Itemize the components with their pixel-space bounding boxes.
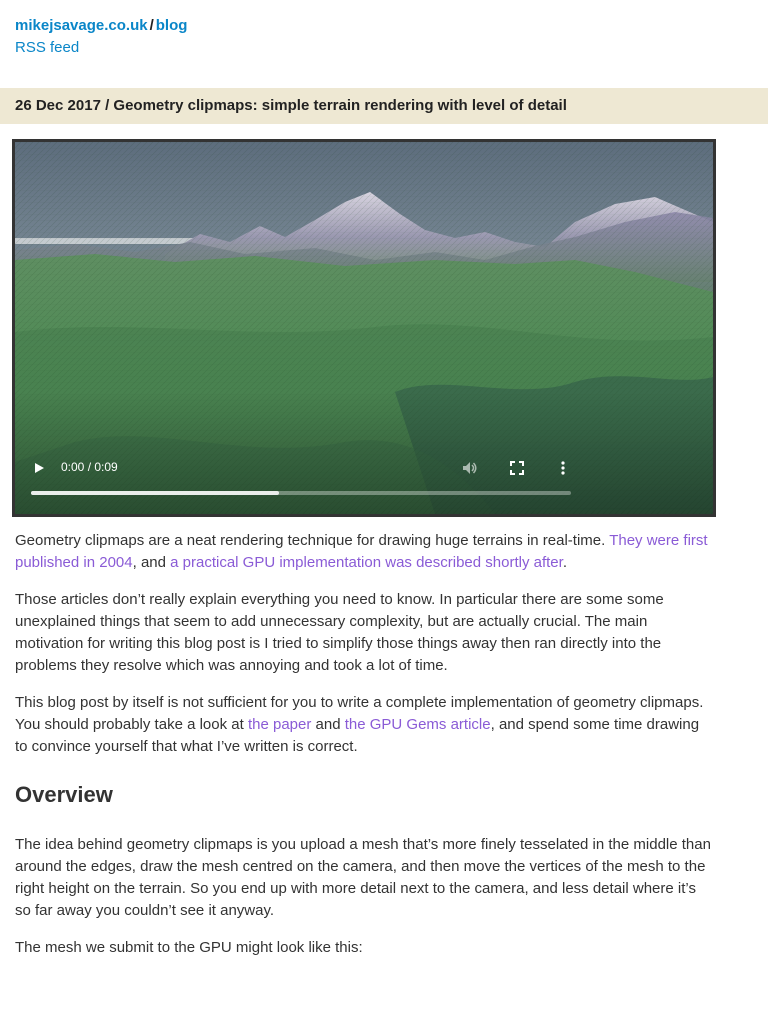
text: . <box>562 554 567 571</box>
video-controls <box>15 142 713 514</box>
link-gpu-gems-article[interactable]: the GPU Gems article <box>344 716 491 733</box>
post-title-banner <box>0 88 768 124</box>
link-first-published[interactable]: They were first published in 2004 <box>15 532 708 571</box>
text: This blog post by itself is not sufficient for you to write a complete implementation of geometry clipmaps. You should probably take a look at <box>15 694 704 733</box>
link-gpu-implementation[interactable]: a practical GPU implementation was described shortly after <box>170 554 563 571</box>
heading-overview: Overview <box>15 782 113 807</box>
paragraph-sufficiency <box>15 692 715 758</box>
post-title: 26 Dec 2017 / Geometry clipmaps: simple terrain rendering with level of detail <box>15 97 567 114</box>
paragraph-idea: The idea behind geometry clipmaps is you upload a mesh that’s more finely tesselated in the middle than around the edges, draw the mesh centred on the camera, and then move the vertices of the mesh to the right height on the terrain. So you end up with more detail next to the camera, and less detail where it’s so far away you couldn’t see it anyway. <box>15 836 711 919</box>
top-nav <box>15 15 187 59</box>
rss-feed-link[interactable]: RSS feed <box>15 39 80 56</box>
site-link[interactable]: mikejsavage.co.uk <box>15 17 148 34</box>
blog-link[interactable]: blog <box>155 17 188 34</box>
video-progress-bar[interactable] <box>31 491 571 495</box>
text: Geometry clipmaps are a neat rendering technique for drawing huge terrains in real-time. <box>15 532 610 549</box>
video-progress-fill <box>31 491 279 495</box>
fullscreen-icon[interactable] <box>509 460 525 476</box>
paragraph-articles: Those articles don’t really explain everything you need to know. In particular there are some some unexplained things that seem to add unnecessary complexity, but are actually crucial. The main motivation for writing this blog post is I tried to simplify those things away then ran directly into the problems they resolve which was annoying and took a lot of time. <box>15 591 664 674</box>
paragraph-mesh: The mesh we submit to the GPU might look like this: <box>15 939 363 956</box>
nav-line <box>15 15 187 37</box>
link-the-paper[interactable]: the paper <box>247 716 312 733</box>
play-icon[interactable] <box>32 461 46 475</box>
text: , and spend some time drawing to convince yourself that what I’ve written is correct. <box>15 716 700 755</box>
video-time: 0:00 / 0:09 <box>61 460 118 474</box>
paragraph-intro <box>15 530 715 574</box>
nav-separator: / <box>149 17 154 34</box>
text: , and <box>132 554 171 571</box>
more-options-icon[interactable] <box>555 460 571 476</box>
text: and <box>311 716 345 733</box>
video-player[interactable] <box>12 139 716 517</box>
post-content <box>15 530 715 974</box>
volume-icon[interactable] <box>461 460 479 476</box>
